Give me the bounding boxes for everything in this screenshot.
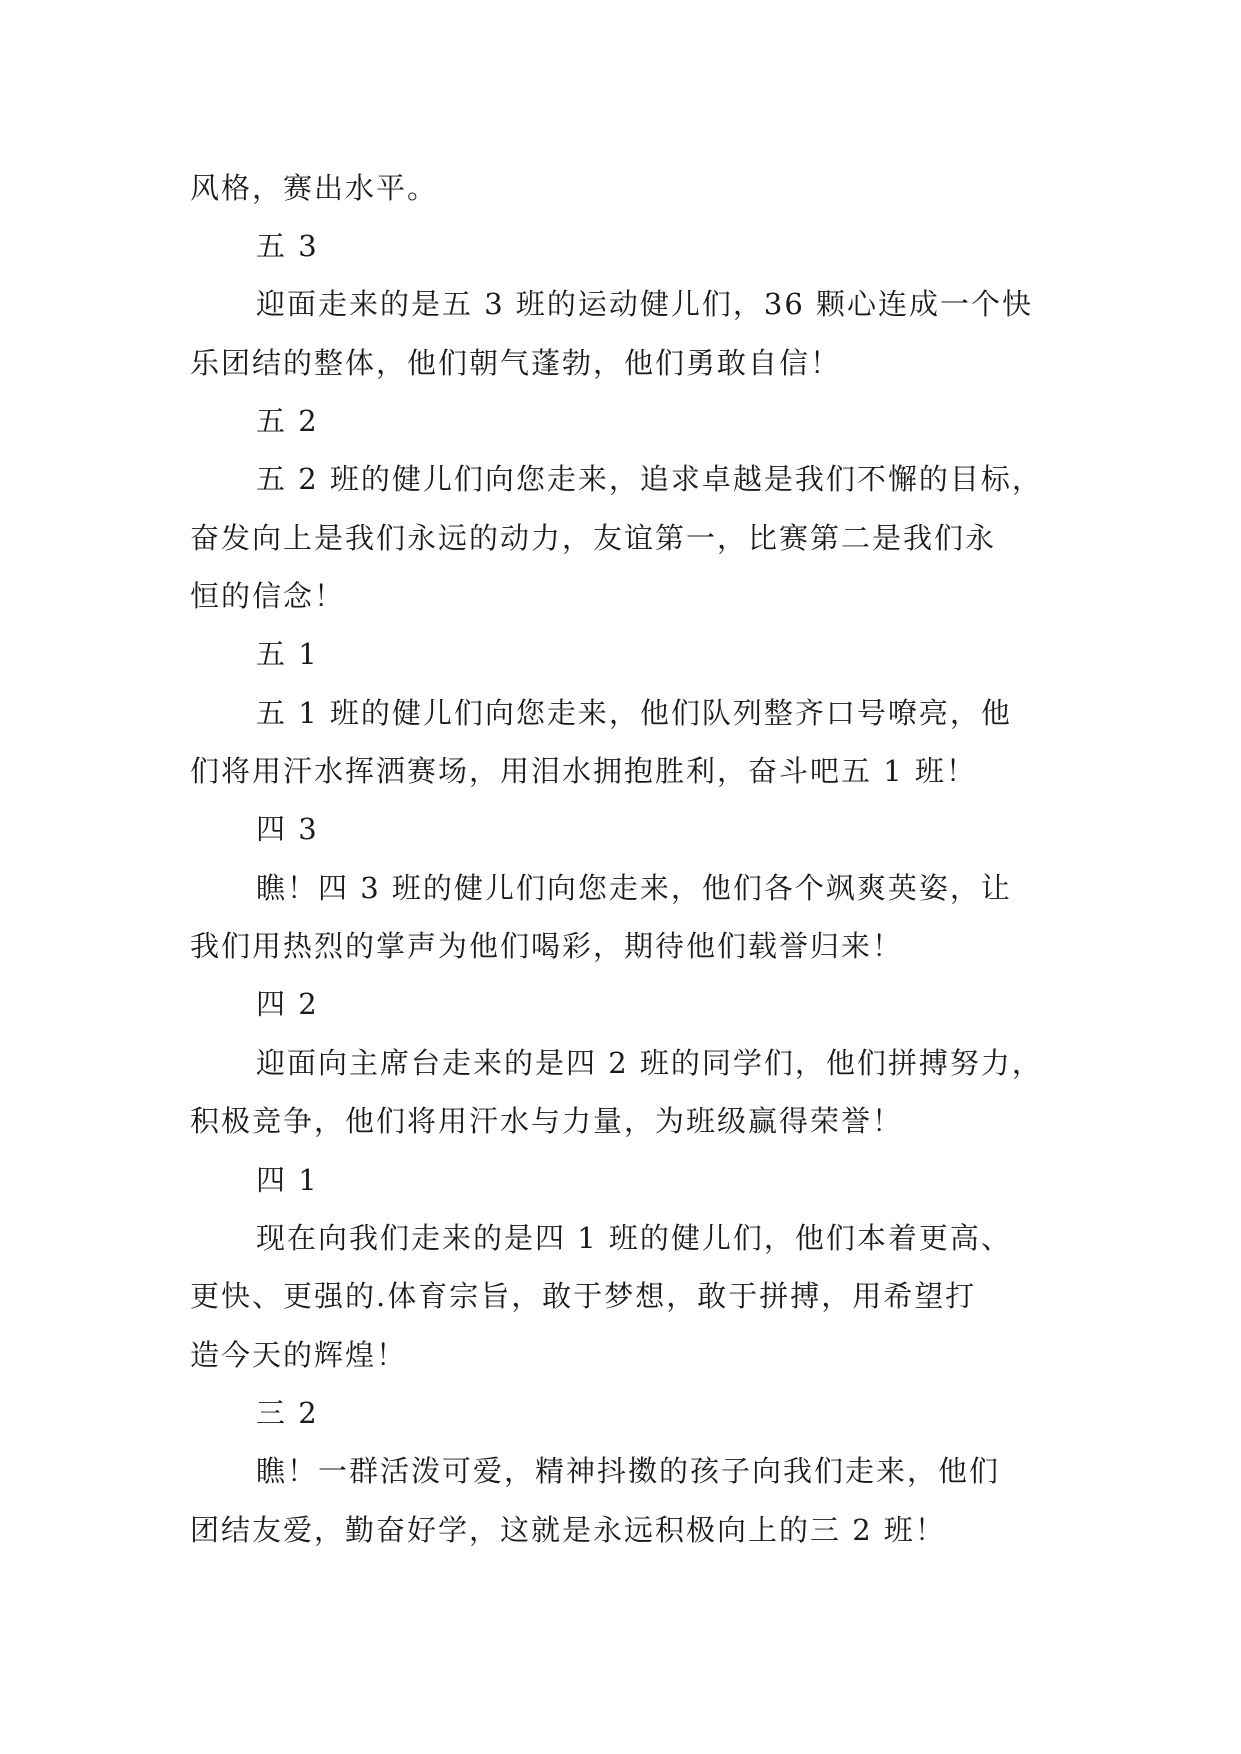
text-line: 乐团结的整体，他们朝气蓬勃，他们勇敢自信！ xyxy=(190,346,842,380)
section-heading: 五 2 xyxy=(256,404,319,438)
text-line: 现在向我们走来的是四 1 班的健儿们，他们本着更高、 xyxy=(256,1221,1012,1255)
text-line: 恒的信念！ xyxy=(190,579,346,613)
text-line: 五 2 班的健儿们向您走来，追求卓越是我们不懈的目标， xyxy=(256,462,1043,496)
section-heading: 四 3 xyxy=(256,812,319,846)
text-line: 五 1 班的健儿们向您走来，他们队列整齐口号嘹亮，他 xyxy=(256,696,1012,730)
text-line: 瞧！一群活泼可爱，精神抖擞的孩子向我们走来，他们 xyxy=(256,1454,1001,1488)
text-line: 风格，赛出水平。 xyxy=(190,171,439,205)
section-heading: 五 3 xyxy=(256,229,319,263)
text-line: 我们用热烈的掌声为他们喝彩，期待他们载誉归来！ xyxy=(190,929,904,963)
text-line: 迎面向主席台走来的是四 2 班的同学们，他们拼搏努力， xyxy=(256,1046,1043,1080)
text-line: 迎面走来的是五 3 班的运动健儿们，36 颗心连成一个快 xyxy=(256,287,1034,321)
section-heading: 五 1 xyxy=(256,637,319,671)
section-heading: 三 2 xyxy=(256,1396,319,1430)
text-line: 积极竞争，他们将用汗水与力量，为班级赢得荣誉！ xyxy=(190,1104,904,1138)
section-heading: 四 1 xyxy=(256,1163,319,1197)
text-line: 团结友爱，勤奋好学，这就是永远积极向上的三 2 班！ xyxy=(190,1513,946,1547)
text-line: 更快、更强的.体育宗旨，敢于梦想，敢于拼搏，用希望打 xyxy=(190,1279,977,1313)
text-line: 瞧！四 3 班的健儿们向您走来，他们各个飒爽英姿，让 xyxy=(256,871,1012,905)
section-heading: 四 2 xyxy=(256,987,319,1021)
text-line: 们将用汗水挥洒赛场，用泪水拥抱胜利，奋斗吧五 1 班！ xyxy=(190,754,977,788)
text-line: 造今天的辉煌！ xyxy=(190,1338,408,1372)
text-line: 奋发向上是我们永远的动力，友谊第一，比赛第二是我们永 xyxy=(190,521,997,555)
